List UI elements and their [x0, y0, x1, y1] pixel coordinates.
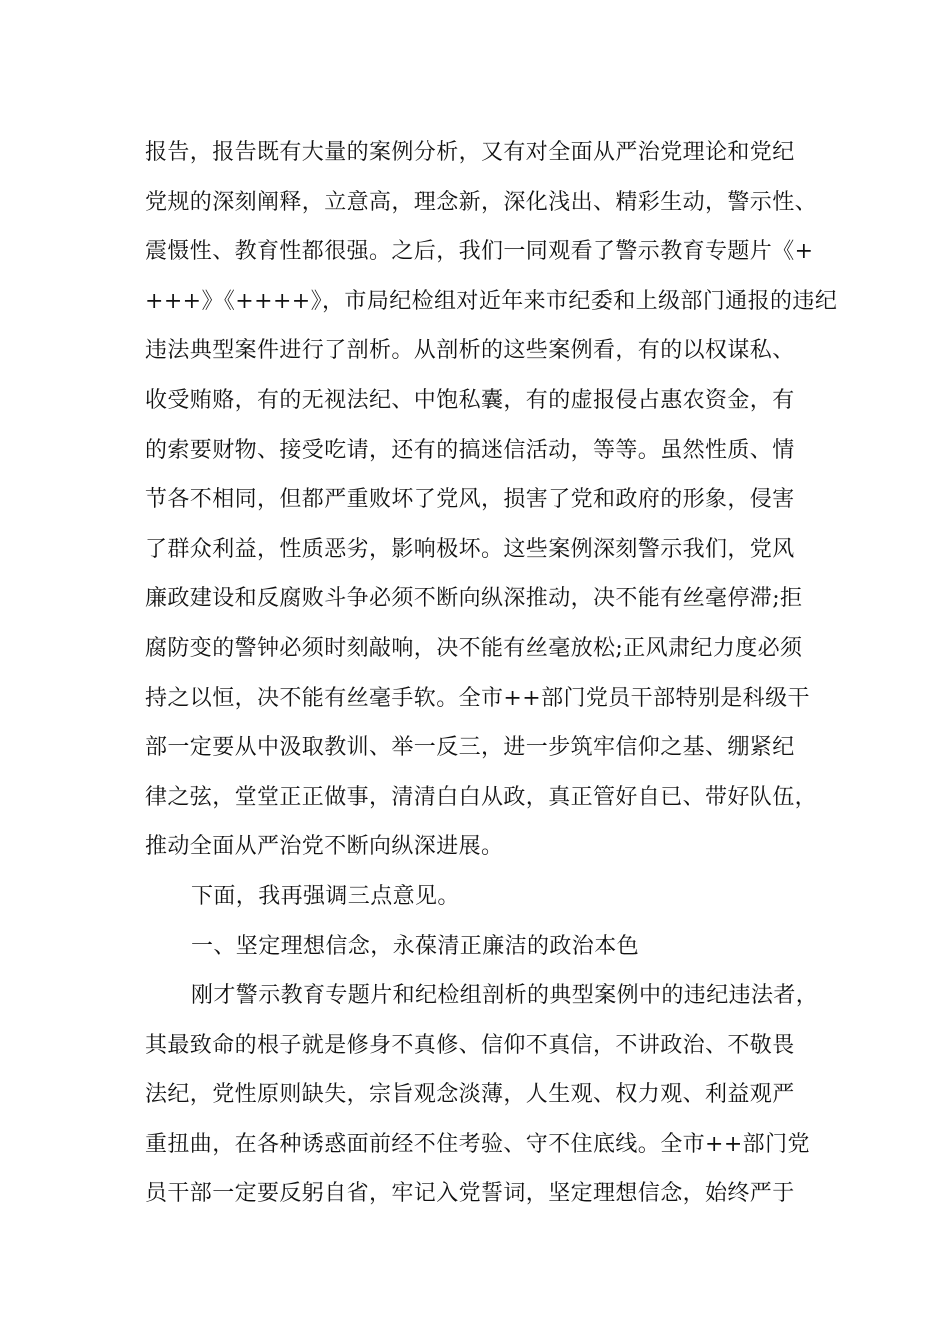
- text-line: 党规的深刻阐释，立意高，理念新，深化浅出、精彩生动，警示性、: [145, 189, 818, 215]
- text-line: 违法典型案件进行了剖析。从剖析的这些案例看，有的以权谋私、: [145, 338, 795, 364]
- text-line: 廉政建设和反腐败斗争必须不断向纵深推动，决不能有丝毫停滞;拒: [145, 586, 803, 612]
- text-line: 其最致命的根子就是修身不真修、信仰不真信，不讲政治、不敬畏: [145, 1032, 795, 1058]
- text-line: 报告，报告既有大量的案例分析，又有对全面从严治党理论和党纪: [145, 140, 795, 165]
- text-line: +++》《++++》，市局纪检组对近年来市纪委和上级部门通报的违纪: [145, 288, 838, 314]
- text-line: 收受贿赂，有的无视法纪、中饱私囊，有的虚报侵占惠农资金，有: [145, 387, 795, 413]
- text-line: 下面，我再强调三点意见。: [191, 883, 460, 909]
- text-line: 持之以恒，决不能有丝毫手软。全市++部门党员干部特别是科级干: [145, 685, 810, 711]
- text-line: 的索要财物、接受吃请，还有的搞迷信活动，等等。虽然性质、情: [145, 437, 795, 463]
- text-line: 腐防变的警钟必须时刻敲响，决不能有丝毫放松;正风肃纪力度必须: [145, 635, 803, 661]
- text-line: 节各不相同，但都严重败坏了党风，损害了党和政府的形象，侵害: [145, 487, 795, 513]
- text-line: 部一定要从中汲取教训、举一反三，进一步筑牢信仰之基、绷紧纪: [145, 735, 795, 761]
- text-line: 重扭曲，在各种诱惑面前经不住考验、守不住底线。全市++部门党: [145, 1131, 810, 1157]
- text-line: 了群众利益，性质恶劣，影响极坏。这些案例深刻警示我们，党风: [145, 536, 795, 562]
- text-line: 法纪，党性原则缺失，宗旨观念淡薄，人生观、权力观、利益观严: [145, 1082, 795, 1108]
- document-body: [145, 128, 838, 1219]
- text-line: 律之弦，堂堂正正做事，清清白白从政，真正管好自已、带好队伍，: [145, 784, 818, 810]
- text-line: 刚才警示教育专题片和纪检组剖析的典型案例中的违纪违法者，: [191, 983, 819, 1009]
- text-line: 推动全面从严治党不断向纵深进展。: [145, 834, 504, 860]
- text-line: 震慑性、教育性都很强。之后，我们一同观看了警示教育专题片《+: [145, 239, 814, 265]
- text-line: 一、坚定理想信念，永葆清正廉洁的政治本色: [191, 933, 640, 959]
- text-line: 员干部一定要反躬自省，牢记入党誓词，坚定理想信念，始终严于: [145, 1181, 795, 1207]
